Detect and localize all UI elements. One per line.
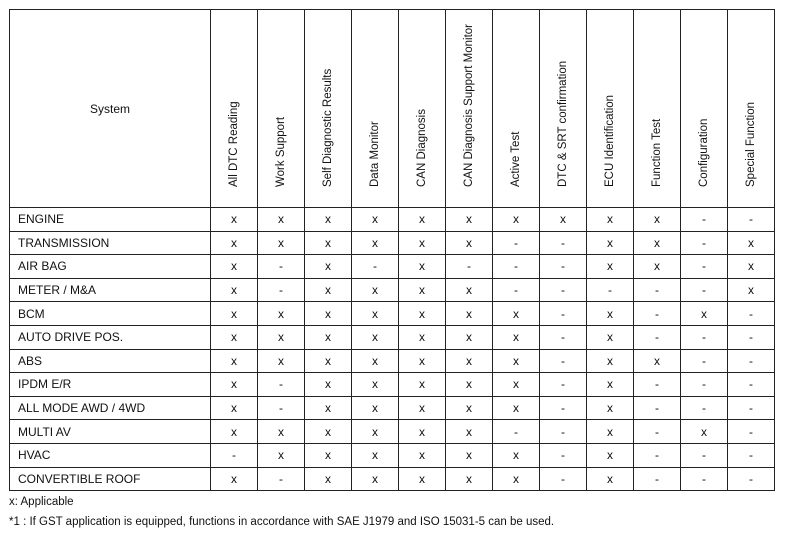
applicability-cell: - xyxy=(681,325,728,349)
applicability-cell: x xyxy=(258,302,305,326)
applicability-cell: - xyxy=(258,396,305,420)
applicability-cell: - xyxy=(634,467,681,491)
applicability-cell: - xyxy=(540,278,587,302)
applicability-cell: x xyxy=(258,349,305,373)
applicability-cell: x xyxy=(446,208,493,232)
applicability-cell: x xyxy=(305,255,352,279)
applicability-cell: - xyxy=(681,231,728,255)
applicability-cell: x xyxy=(493,208,540,232)
table-row xyxy=(10,373,775,397)
applicability-cell: x xyxy=(211,208,258,232)
footnote-1: *1 : If GST application is equipped, functions in accordance with SAE J1979 and ISO 15031-5 can be used. xyxy=(9,516,555,528)
applicability-cell: - xyxy=(728,302,775,326)
applicability-cell: - xyxy=(634,302,681,326)
applicability-cell: x xyxy=(587,420,634,444)
applicability-cell: - xyxy=(634,278,681,302)
table-row xyxy=(10,208,775,232)
applicability-cell: x xyxy=(587,255,634,279)
applicability-cell: x xyxy=(211,467,258,491)
system-name-cell: IPDM E/R xyxy=(10,373,211,397)
function-header xyxy=(211,10,258,208)
applicability-cell: - xyxy=(540,443,587,467)
table-row xyxy=(10,396,775,420)
applicability-cell: x xyxy=(634,255,681,279)
applicability-cell: x xyxy=(446,349,493,373)
applicability-cell: x xyxy=(587,443,634,467)
applicability-cell: x xyxy=(587,302,634,326)
function-header-label: DTC & SRT confirmation xyxy=(557,60,569,187)
applicability-cell: x xyxy=(399,349,446,373)
applicability-cell: x xyxy=(728,278,775,302)
applicability-cell: x xyxy=(305,231,352,255)
applicability-cell: x xyxy=(446,443,493,467)
applicability-cell: - xyxy=(211,443,258,467)
applicability-cell: x xyxy=(211,231,258,255)
applicability-cell: x xyxy=(352,302,399,326)
applicability-cell: x xyxy=(399,325,446,349)
function-header-label: Work Support xyxy=(275,116,287,187)
applicability-cell: x xyxy=(587,373,634,397)
function-header-label: All DTC Reading xyxy=(228,101,240,187)
applicability-cell: x xyxy=(305,325,352,349)
applicability-cell: - xyxy=(728,349,775,373)
applicability-cell: - xyxy=(728,373,775,397)
system-name-cell: ABS xyxy=(10,349,211,373)
function-header-label: Self Diagnostic Results xyxy=(322,68,334,187)
table-row xyxy=(10,467,775,491)
function-header xyxy=(728,10,775,208)
applicability-cell: - xyxy=(728,208,775,232)
applicability-cell: - xyxy=(587,278,634,302)
applicability-cell: - xyxy=(681,208,728,232)
applicability-cell: x xyxy=(258,443,305,467)
function-header xyxy=(399,10,446,208)
system-name-cell: AIR BAG xyxy=(10,255,211,279)
table-row xyxy=(10,278,775,302)
applicability-cell: x xyxy=(305,396,352,420)
applicability-cell: - xyxy=(728,443,775,467)
applicability-cell: - xyxy=(493,420,540,444)
applicability-cell: - xyxy=(493,255,540,279)
applicability-cell: x xyxy=(352,278,399,302)
applicability-cell: x xyxy=(305,467,352,491)
applicability-cell: x xyxy=(587,208,634,232)
applicability-cell: x xyxy=(352,349,399,373)
applicability-cell: - xyxy=(634,396,681,420)
applicability-cell: x xyxy=(305,349,352,373)
legend-note: x: Applicable xyxy=(9,496,74,508)
applicability-cell: x xyxy=(211,255,258,279)
function-header-label: Special Function xyxy=(745,101,757,187)
applicability-cell: x xyxy=(493,349,540,373)
applicability-cell: x xyxy=(399,302,446,326)
applicability-cell: x xyxy=(305,420,352,444)
applicability-cell: - xyxy=(634,420,681,444)
applicability-cell: x xyxy=(634,349,681,373)
system-name-cell: TRANSMISSION xyxy=(10,231,211,255)
table-body xyxy=(10,208,775,491)
applicability-cell: x xyxy=(493,443,540,467)
applicability-cell: x xyxy=(493,467,540,491)
applicability-cell: - xyxy=(540,231,587,255)
function-header xyxy=(634,10,681,208)
applicability-cell: x xyxy=(258,208,305,232)
applicability-cell: - xyxy=(540,373,587,397)
applicability-cell: - xyxy=(540,396,587,420)
table-row xyxy=(10,443,775,467)
applicability-cell: x xyxy=(493,325,540,349)
applicability-cell: - xyxy=(681,349,728,373)
applicability-cell: - xyxy=(258,467,305,491)
function-header xyxy=(352,10,399,208)
applicability-cell: x xyxy=(399,467,446,491)
table-row xyxy=(10,255,775,279)
applicability-cell: x xyxy=(681,420,728,444)
applicability-cell: - xyxy=(681,278,728,302)
applicability-cell: x xyxy=(681,302,728,326)
applicability-cell: - xyxy=(681,467,728,491)
table-row xyxy=(10,349,775,373)
applicability-cell: x xyxy=(446,231,493,255)
applicability-cell: - xyxy=(681,443,728,467)
system-name-cell: ALL MODE AWD / 4WD xyxy=(10,396,211,420)
applicability-cell: x xyxy=(399,373,446,397)
system-name-cell: METER / M&A xyxy=(10,278,211,302)
applicability-cell: x xyxy=(211,396,258,420)
applicability-cell: x xyxy=(399,443,446,467)
system-name-cell: AUTO DRIVE POS. xyxy=(10,325,211,349)
applicability-cell: - xyxy=(728,467,775,491)
applicability-cell: - xyxy=(446,255,493,279)
function-header xyxy=(540,10,587,208)
applicability-cell: x xyxy=(399,231,446,255)
applicability-cell: - xyxy=(258,373,305,397)
diagnosis-function-table xyxy=(9,9,775,491)
function-header xyxy=(493,10,540,208)
applicability-cell: x xyxy=(352,325,399,349)
applicability-cell: x xyxy=(352,467,399,491)
applicability-cell: x xyxy=(399,255,446,279)
applicability-cell: x xyxy=(305,373,352,397)
applicability-cell: x xyxy=(352,396,399,420)
applicability-cell: x xyxy=(399,420,446,444)
function-header-label: Configuration xyxy=(698,118,710,187)
applicability-cell: x xyxy=(493,373,540,397)
function-header xyxy=(587,10,634,208)
applicability-cell: x xyxy=(305,208,352,232)
applicability-cell: x xyxy=(540,208,587,232)
applicability-cell: x xyxy=(728,231,775,255)
function-header-label: Data Monitor xyxy=(369,121,381,187)
applicability-cell: x xyxy=(446,325,493,349)
applicability-cell: x xyxy=(634,208,681,232)
table-row xyxy=(10,420,775,444)
applicability-cell: x xyxy=(258,420,305,444)
applicability-cell: - xyxy=(728,325,775,349)
function-header-label: Active Test xyxy=(510,131,522,187)
applicability-cell: - xyxy=(540,467,587,491)
function-header xyxy=(446,10,493,208)
applicability-cell: x xyxy=(211,420,258,444)
applicability-cell: - xyxy=(258,278,305,302)
function-header xyxy=(681,10,728,208)
applicability-cell: x xyxy=(352,208,399,232)
applicability-cell: x xyxy=(305,302,352,326)
system-header: System xyxy=(10,10,211,208)
applicability-cell: x xyxy=(399,278,446,302)
applicability-cell: x xyxy=(446,302,493,326)
applicability-cell: x xyxy=(399,396,446,420)
applicability-cell: x xyxy=(211,325,258,349)
applicability-cell: - xyxy=(634,325,681,349)
system-name-cell: CONVERTIBLE ROOF xyxy=(10,467,211,491)
applicability-cell: x xyxy=(352,443,399,467)
applicability-cell: x xyxy=(493,396,540,420)
applicability-cell: x xyxy=(258,325,305,349)
applicability-cell: x xyxy=(587,349,634,373)
applicability-cell: - xyxy=(634,443,681,467)
applicability-cell: x xyxy=(587,325,634,349)
function-header-label: CAN Diagnosis Support Monitor xyxy=(463,24,475,187)
applicability-cell: x xyxy=(211,302,258,326)
applicability-cell: - xyxy=(493,231,540,255)
applicability-cell: - xyxy=(540,255,587,279)
applicability-cell: x xyxy=(493,302,540,326)
applicability-cell: x xyxy=(446,467,493,491)
applicability-cell: x xyxy=(446,420,493,444)
applicability-cell: x xyxy=(399,208,446,232)
applicability-cell: x xyxy=(728,255,775,279)
function-header-label: ECU Identification xyxy=(604,94,616,187)
system-name-cell: ENGINE xyxy=(10,208,211,232)
function-header xyxy=(305,10,352,208)
applicability-cell: x xyxy=(587,231,634,255)
applicability-cell: - xyxy=(540,349,587,373)
applicability-cell: - xyxy=(258,255,305,279)
applicability-cell: x xyxy=(258,231,305,255)
function-header-label: Function Test xyxy=(651,118,663,187)
applicability-cell: x xyxy=(587,396,634,420)
applicability-cell: - xyxy=(540,325,587,349)
applicability-cell: x xyxy=(352,420,399,444)
applicability-cell: - xyxy=(540,420,587,444)
applicability-cell: - xyxy=(728,396,775,420)
header-row xyxy=(10,10,775,208)
applicability-cell: x xyxy=(634,231,681,255)
applicability-cell: x xyxy=(352,373,399,397)
applicability-cell: - xyxy=(634,373,681,397)
applicability-cell: x xyxy=(352,231,399,255)
applicability-cell: - xyxy=(493,278,540,302)
applicability-cell: x xyxy=(446,278,493,302)
applicability-cell: - xyxy=(728,420,775,444)
applicability-cell: - xyxy=(540,302,587,326)
function-header xyxy=(258,10,305,208)
applicability-cell: x xyxy=(305,443,352,467)
function-header-label: CAN Diagnosis xyxy=(416,109,428,187)
system-name-cell: BCM xyxy=(10,302,211,326)
system-name-cell: MULTI AV xyxy=(10,420,211,444)
applicability-cell: x xyxy=(446,373,493,397)
system-name-cell: HVAC xyxy=(10,443,211,467)
applicability-cell: - xyxy=(681,396,728,420)
applicability-cell: - xyxy=(681,255,728,279)
table-row xyxy=(10,302,775,326)
applicability-cell: x xyxy=(305,278,352,302)
applicability-cell: x xyxy=(211,349,258,373)
applicability-cell: x xyxy=(587,467,634,491)
applicability-cell: x xyxy=(211,373,258,397)
applicability-cell: x xyxy=(211,278,258,302)
table-row xyxy=(10,325,775,349)
applicability-cell: x xyxy=(446,396,493,420)
table-row xyxy=(10,231,775,255)
applicability-cell: - xyxy=(681,373,728,397)
applicability-cell: - xyxy=(352,255,399,279)
